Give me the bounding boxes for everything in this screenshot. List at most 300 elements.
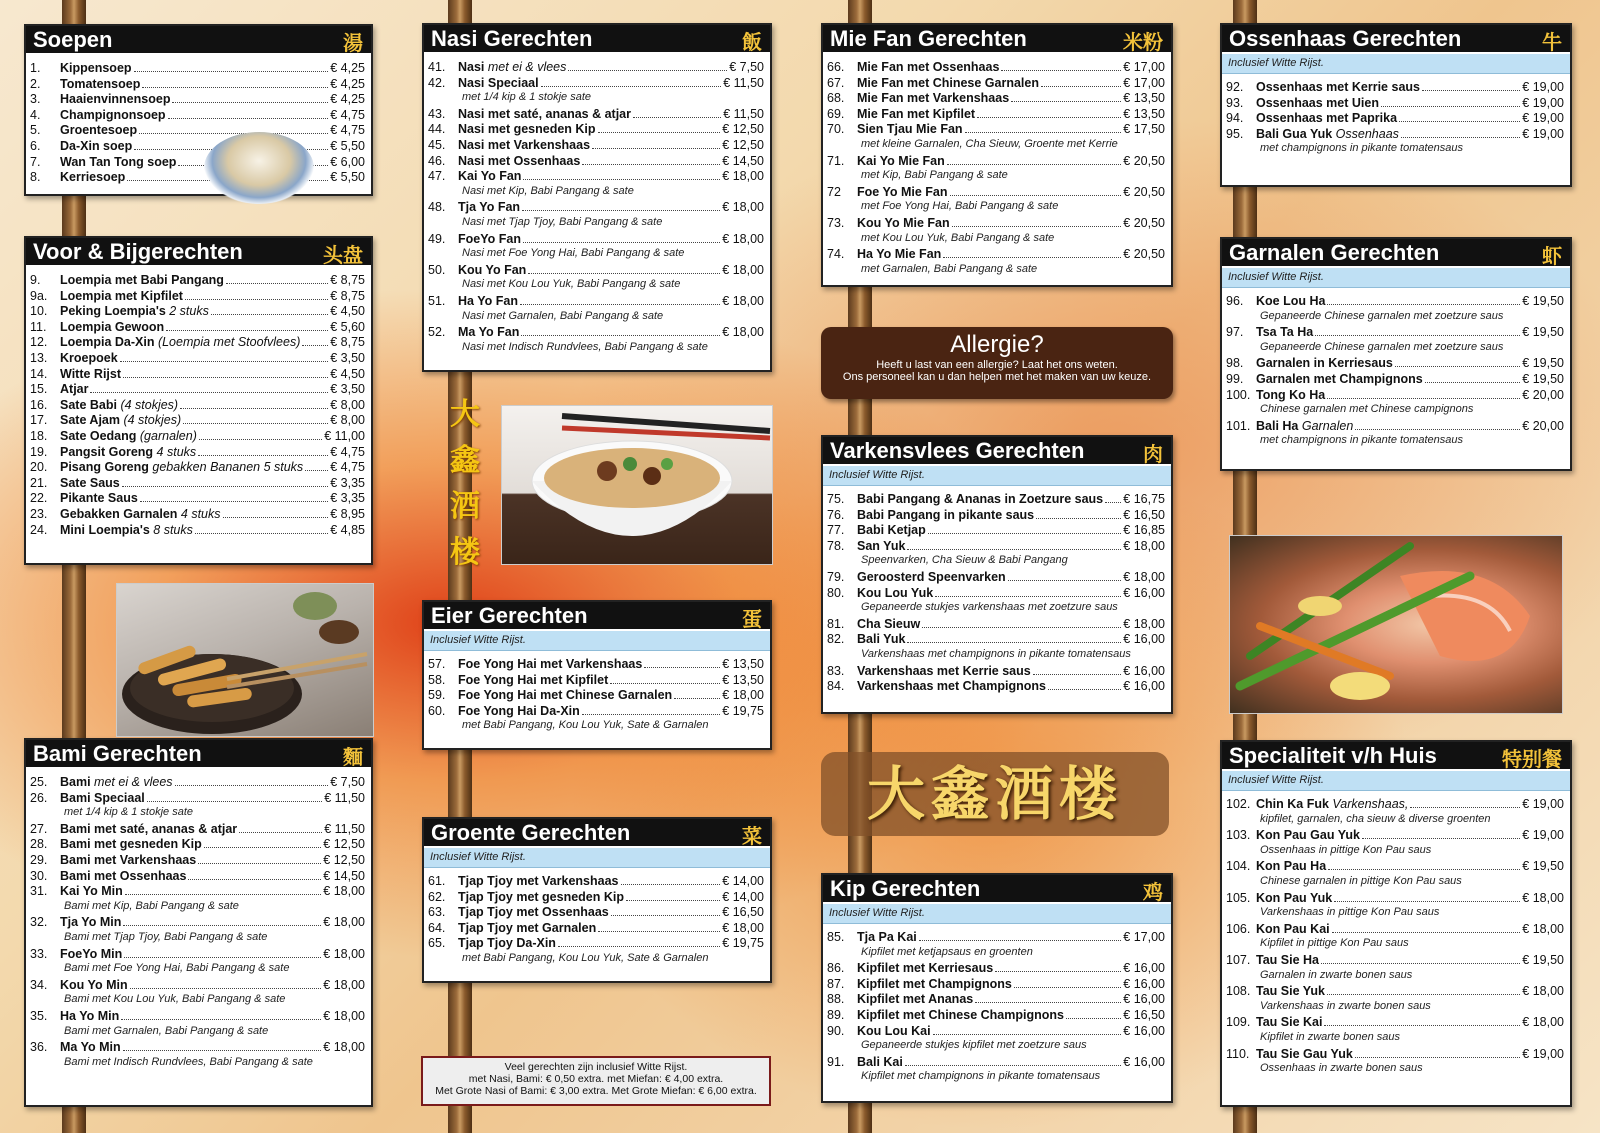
- item-description: Ossenhaas in zwarte bonen saus: [1260, 1062, 1423, 1075]
- item-name: Witte Rijst: [60, 366, 121, 381]
- item-number: 34.: [30, 977, 48, 992]
- item-price: € 4,25: [330, 92, 365, 107]
- item-price: € 13,50: [722, 657, 764, 671]
- menu-item: [428, 263, 764, 279]
- item-price: € 18,00: [1123, 538, 1165, 553]
- item-name: FoeYo Min: [60, 946, 123, 961]
- dot-leader: [123, 377, 328, 378]
- item-name: Bami met saté, ananas & atjar: [60, 821, 238, 836]
- item-name: FoeYo Fan: [458, 231, 521, 246]
- item-name-wrap: [60, 869, 186, 883]
- item-number: 22.: [30, 491, 48, 506]
- item-name: Bali Gua Yuk: [1256, 126, 1333, 141]
- item-number: 52.: [428, 325, 446, 340]
- item-name: Foe Yong Hai met Varkenshaas: [458, 657, 643, 671]
- menu-item: [428, 936, 764, 952]
- menu-item: [428, 294, 764, 310]
- item-number: 87.: [827, 976, 845, 991]
- item-price: € 19,75: [722, 703, 764, 718]
- item-name: Kai Yo Min: [60, 884, 123, 899]
- item-price: € 16,00: [1123, 992, 1165, 1007]
- section-header: [424, 819, 770, 848]
- item-number: 59.: [428, 688, 446, 703]
- menu-item: [428, 657, 764, 673]
- item-name-wrap: [857, 107, 975, 121]
- dot-leader: [123, 1050, 322, 1051]
- menu-item: [827, 930, 1165, 946]
- item-name-wrap: [60, 837, 202, 851]
- item-price: € 18,00: [722, 200, 764, 215]
- item-name: Kai Yo Mie Fan: [857, 153, 945, 168]
- item-price: € 16,50: [722, 905, 764, 920]
- menu-item: [428, 905, 764, 921]
- dot-leader: [123, 925, 321, 926]
- menu-item: [1226, 325, 1564, 341]
- item-price: € 19,50: [1522, 952, 1564, 967]
- dot-leader: [142, 87, 328, 88]
- item-number: 82.: [827, 632, 845, 647]
- menu-item: [827, 185, 1165, 201]
- item-price: € 18,00: [323, 884, 365, 899]
- soup-bowl-photo: [204, 132, 314, 204]
- item-number: 102.: [1226, 797, 1251, 811]
- item-price: € 19,00: [1522, 126, 1564, 141]
- item-price: € 7,50: [330, 775, 365, 789]
- item-price: € 12,50: [323, 852, 365, 867]
- menu-item: [30, 367, 365, 383]
- item-extra: (4 stokjes): [119, 413, 182, 428]
- menu-item: [30, 869, 365, 885]
- dot-leader: [1401, 137, 1520, 138]
- item-name-wrap: [60, 429, 197, 443]
- item-name-wrap: [60, 978, 128, 992]
- item-number: 29.: [30, 852, 48, 867]
- menu-item: [1226, 828, 1564, 844]
- item-name-wrap: [458, 673, 608, 687]
- section-eier: [422, 600, 772, 750]
- item-price: € 18,00: [722, 293, 764, 308]
- menu-item: [1226, 388, 1564, 404]
- item-name-wrap: [60, 853, 196, 867]
- item-number: 14.: [30, 366, 48, 381]
- item-name-wrap: [60, 476, 120, 490]
- dot-leader: [952, 226, 1122, 227]
- item-number: 27.: [30, 821, 48, 836]
- item-number: 9a.: [30, 288, 48, 303]
- item-name-wrap: [60, 822, 237, 836]
- dot-leader: [523, 242, 720, 243]
- item-number: 80.: [827, 585, 845, 600]
- item-price: € 20,50: [1123, 184, 1165, 199]
- item-price: € 8,00: [330, 413, 365, 428]
- item-name: Ossenhaas met Kerrie saus: [1256, 80, 1420, 94]
- menu-item: [30, 413, 365, 429]
- item-price: € 19,50: [1522, 356, 1564, 371]
- item-name-wrap: [857, 1024, 931, 1038]
- item-number: 67.: [827, 75, 845, 90]
- menu-item: [1226, 80, 1564, 96]
- dot-leader: [1008, 580, 1122, 581]
- section-title: Kip Gerechten: [830, 876, 981, 901]
- item-name-wrap: [60, 289, 183, 303]
- menu-items: [424, 651, 770, 739]
- item-price: € 12,50: [722, 122, 764, 137]
- item-number: 33.: [30, 946, 48, 961]
- item-name-wrap: [857, 961, 993, 975]
- item-name: Pangsit Goreng: [60, 444, 154, 459]
- item-number: 73.: [827, 215, 845, 230]
- menu-item: [1226, 356, 1564, 372]
- item-number: 85.: [827, 930, 845, 944]
- item-price: € 11,50: [723, 106, 764, 121]
- item-name: Bami: [60, 775, 91, 789]
- item-name-wrap: [1256, 96, 1379, 110]
- section-header: [424, 25, 770, 54]
- item-description: met champignons in pikante tomatensaus: [1260, 142, 1464, 155]
- dot-leader: [621, 884, 721, 885]
- included-rice-bar: Inclusief Witte Rijst.: [424, 631, 770, 651]
- item-name-wrap: [458, 936, 556, 950]
- section-header: [823, 437, 1171, 466]
- item-name: Nasi met gesneden Kip: [458, 122, 596, 137]
- item-name-wrap: [857, 492, 1103, 506]
- menu-items: [26, 267, 371, 542]
- section-title: Voor & Bijgerechten: [33, 239, 243, 264]
- dot-leader: [1410, 807, 1520, 808]
- menu-items: [26, 769, 371, 1075]
- item-name: Bali Ha: [1256, 418, 1299, 433]
- item-extra: 4 stuks: [177, 506, 221, 521]
- item-name: Geroosterd Speenvarken: [857, 569, 1006, 584]
- item-extra: 8 stuks: [149, 522, 193, 537]
- dot-leader: [1036, 518, 1121, 519]
- item-name-wrap: [60, 775, 173, 789]
- menu-item: [428, 890, 764, 906]
- item-name-wrap: [60, 61, 132, 75]
- item-name: Tomatensoep: [60, 76, 141, 91]
- item-name-wrap: [857, 930, 917, 944]
- item-name-wrap: [1256, 984, 1325, 998]
- item-name: Ossenhaas met Paprika: [1256, 111, 1398, 126]
- item-price: € 19,00: [1522, 95, 1564, 110]
- item-price: € 14,50: [722, 153, 764, 168]
- section-chinese-title: 飯: [742, 30, 762, 54]
- item-name-wrap: [60, 92, 170, 106]
- item-number: 91.: [827, 1054, 845, 1069]
- dot-leader: [168, 118, 329, 119]
- fried-rice-photo: [501, 405, 773, 565]
- dot-leader: [1041, 86, 1121, 87]
- dot-leader: [90, 392, 328, 393]
- item-name-wrap: [458, 325, 519, 339]
- item-name: Garnalen met Champignons: [1256, 371, 1423, 386]
- shrimp-vegetables-photo: [1229, 535, 1563, 714]
- item-price: € 11,00: [324, 428, 365, 443]
- dot-leader: [180, 408, 328, 409]
- menu-item: [827, 216, 1165, 232]
- item-name-wrap: [60, 123, 137, 137]
- item-description: Nasi met Foe Yong Hai, Babi Pangang & sate: [462, 247, 685, 260]
- dot-leader: [933, 1034, 1122, 1035]
- item-name: Bali Yuk: [857, 632, 906, 647]
- item-name-wrap: [857, 508, 1034, 522]
- item-price: € 16,00: [1123, 961, 1165, 976]
- item-number: 103.: [1226, 828, 1251, 843]
- item-name-wrap: [1256, 797, 1408, 811]
- item-name-wrap: [60, 170, 125, 184]
- item-name-wrap: [857, 1055, 903, 1069]
- menu-item: [428, 200, 764, 216]
- item-name: Kipfilet met Chinese Champignons: [857, 1007, 1064, 1022]
- item-description: Kipfilet met ketjapsaus en groenten: [861, 945, 1033, 958]
- menu-item: [30, 92, 365, 108]
- item-price: € 18,00: [1522, 921, 1564, 936]
- menu-item: [428, 138, 764, 154]
- item-number: 32.: [30, 915, 48, 930]
- item-name-wrap: [857, 679, 1046, 693]
- item-number: 101.: [1226, 418, 1251, 433]
- item-price: € 19,00: [1522, 797, 1564, 811]
- dot-leader: [185, 299, 328, 300]
- item-name: Foe Yong Hai met Chinese Garnalen: [458, 688, 673, 703]
- menu-item: [827, 247, 1165, 263]
- item-name: Sate Babi: [60, 397, 117, 412]
- item-name: Kon Pau Kai: [1256, 921, 1330, 936]
- item-name: Nasi Speciaal: [458, 75, 539, 90]
- item-number: 18.: [30, 428, 48, 443]
- item-extra: (garnalen): [136, 428, 197, 443]
- item-number: 25.: [30, 775, 48, 789]
- item-name: Kipfilet met Ananas: [857, 992, 974, 1007]
- menu-item: [30, 351, 365, 367]
- item-price: € 16,00: [1123, 679, 1165, 694]
- dot-leader: [1033, 674, 1122, 675]
- item-price: € 16,00: [1123, 1054, 1165, 1069]
- item-number: 84.: [827, 679, 845, 694]
- item-description: Bami met Indisch Rundvlees, Babi Pangang & sate: [64, 1055, 313, 1068]
- menu-item: [827, 1024, 1165, 1040]
- dot-leader: [175, 785, 329, 786]
- section-chinese-title: 蛋: [742, 607, 762, 631]
- item-description: Bami met Foe Yong Hai, Babi Pangang & sate: [64, 962, 290, 975]
- item-number: 93.: [1226, 95, 1244, 110]
- item-number: 99.: [1226, 371, 1244, 386]
- menu-item: [30, 139, 365, 155]
- item-name-wrap: [857, 632, 905, 646]
- dot-leader: [674, 698, 720, 699]
- item-extra: 2 stuks: [165, 304, 209, 319]
- item-price: € 20,00: [1522, 418, 1564, 433]
- item-number: 104.: [1226, 859, 1251, 874]
- menu-items: [823, 924, 1171, 1090]
- item-name: Gebakken Garnalen: [60, 506, 178, 521]
- dot-leader: [995, 971, 1121, 972]
- item-extra: (Loempia met Stoofvlees): [154, 335, 301, 350]
- item-name: Bali Kai: [857, 1054, 903, 1069]
- dot-leader: [919, 940, 1122, 941]
- item-price: € 14,00: [722, 889, 764, 904]
- item-name: Mie Fan met Varkenshaas: [857, 91, 1010, 106]
- section-title: Groente Gerechten: [431, 820, 631, 845]
- item-price: € 19,75: [722, 936, 764, 951]
- item-name-wrap: [1256, 325, 1313, 339]
- menu-items: [424, 868, 770, 972]
- menu-item: [30, 791, 365, 807]
- item-number: 30.: [30, 868, 48, 883]
- item-name: Tjap Tjoy met Ossenhaas: [458, 905, 609, 920]
- item-price: € 18,00: [722, 262, 764, 277]
- section-chinese-title: 麵: [343, 745, 363, 769]
- item-name: Pikante Saus: [60, 491, 138, 506]
- item-price: € 19,00: [1522, 1046, 1564, 1061]
- menu-item: [30, 460, 365, 476]
- item-price: € 11,50: [324, 790, 365, 805]
- item-description: met 1/4 kip & 1 stokje sate: [64, 806, 194, 819]
- item-description: kipfilet, garnalen, cha sieuw & diverse groenten: [1260, 812, 1491, 825]
- allergy-notice: [821, 327, 1173, 399]
- item-name-wrap: [60, 77, 140, 91]
- menu-item: [428, 232, 764, 248]
- menu-item: [30, 1040, 365, 1056]
- menu-item: [1226, 372, 1564, 388]
- item-name: Chin Ka Fuk: [1256, 797, 1329, 811]
- item-price: € 8,95: [330, 506, 365, 521]
- item-price: € 16,00: [1123, 976, 1165, 991]
- menu-item: [428, 122, 764, 138]
- item-name-wrap: [60, 382, 88, 396]
- item-name-wrap: [857, 91, 1009, 105]
- dot-leader: [592, 148, 720, 149]
- item-number: 61.: [428, 874, 446, 888]
- menu-item: [1226, 953, 1564, 969]
- item-name-wrap: [458, 688, 672, 702]
- item-description: met Garnalen, Babi Pangang & sate: [861, 262, 1038, 275]
- item-name: Ma Yo Fan: [458, 325, 520, 340]
- item-name-wrap: [458, 154, 580, 168]
- item-name-wrap: [857, 617, 920, 631]
- item-name: Kon Pau Ha: [1256, 859, 1327, 874]
- menu-item: [30, 775, 365, 791]
- dot-leader: [1422, 90, 1520, 91]
- item-price: € 18,00: [1522, 890, 1564, 905]
- dot-leader: [1105, 502, 1121, 503]
- item-number: 21.: [30, 475, 48, 490]
- item-name-wrap: [60, 460, 303, 474]
- item-price: € 19,50: [1522, 859, 1564, 874]
- menu-item: [827, 492, 1165, 508]
- menu-item: [30, 822, 365, 838]
- item-name: Loempia met Kipfilet: [60, 288, 183, 303]
- dot-leader: [520, 304, 720, 305]
- dot-leader: [211, 314, 328, 315]
- item-description: Nasi met Tjap Tjoy, Babi Pangang & sate: [462, 215, 663, 228]
- item-number: 78.: [827, 538, 845, 553]
- item-name-wrap: [458, 169, 521, 183]
- dot-leader: [195, 533, 328, 534]
- menu-item: [827, 961, 1165, 977]
- item-name: Foe Yong Hai met Kipfilet: [458, 672, 609, 687]
- restaurant-name-char: 酒: [450, 489, 480, 524]
- item-price: € 18,00: [323, 1040, 365, 1055]
- item-number: 75.: [827, 492, 845, 506]
- section-chinese-title: 菜: [742, 824, 762, 848]
- item-name-wrap: [1256, 953, 1319, 967]
- item-price: € 4,75: [330, 123, 365, 138]
- item-name-wrap: [458, 921, 596, 935]
- item-name-wrap: [60, 351, 118, 365]
- dot-leader: [907, 642, 1121, 643]
- item-number: 35.: [30, 1008, 48, 1023]
- item-number: 57.: [428, 657, 446, 671]
- item-name: Mini Loempia's: [60, 522, 150, 537]
- dot-leader: [125, 894, 322, 895]
- section-chinese-title: 牛: [1542, 30, 1562, 54]
- section-kip: [821, 873, 1173, 1103]
- menu-item: [827, 632, 1165, 648]
- item-extra: met ei & vlees: [484, 60, 567, 74]
- section-title: Bami Gerechten: [33, 741, 202, 766]
- dot-leader: [528, 273, 720, 274]
- item-price: € 17,00: [1123, 60, 1165, 74]
- dot-leader: [610, 683, 720, 684]
- item-price: € 4,75: [330, 107, 365, 122]
- item-name: Foe Yong Hai Da-Xin: [458, 703, 580, 718]
- item-number: 15.: [30, 382, 48, 397]
- menu-item: [827, 1008, 1165, 1024]
- section-header: [26, 740, 371, 769]
- item-name: Tja Yo Fan: [458, 200, 521, 215]
- item-number: 105.: [1226, 890, 1251, 905]
- item-description: met Foe Yong Hai, Babi Pangang & sate: [861, 200, 1059, 213]
- item-number: 45.: [428, 137, 446, 152]
- dot-leader: [950, 195, 1122, 196]
- item-number: 77.: [827, 523, 845, 538]
- section-chinese-title: 米粉: [1123, 30, 1163, 54]
- dot-leader: [1001, 70, 1121, 71]
- shrimp-illustration: [1230, 536, 1562, 713]
- section-varkensvlees: [821, 435, 1173, 714]
- item-name: Nasi met Ossenhaas: [458, 153, 581, 168]
- item-price: € 17,00: [1123, 75, 1165, 90]
- item-price: € 13,50: [1123, 106, 1165, 121]
- item-name-wrap: [458, 232, 521, 246]
- item-name-wrap: [60, 1009, 119, 1023]
- item-price: € 17,50: [1123, 122, 1165, 137]
- item-name: Kipfilet met Kerriesaus: [857, 961, 994, 976]
- item-price: € 12,50: [323, 837, 365, 852]
- menu-item: [30, 491, 365, 507]
- item-name: Tau Sie Ha: [1256, 952, 1319, 967]
- section-title: Varkensvlees Gerechten: [830, 438, 1085, 463]
- item-name: Koe Lou Ha: [1256, 294, 1326, 308]
- item-description: Nasi met Garnalen, Babi Pangang & sate: [462, 309, 664, 322]
- item-name-wrap: [60, 884, 123, 898]
- item-name: Kou Yo Mie Fan: [857, 215, 950, 230]
- menu-item: [827, 664, 1165, 680]
- item-number: 50.: [428, 262, 446, 277]
- item-price: € 19,00: [1522, 80, 1564, 94]
- item-name: Atjar: [60, 382, 89, 397]
- item-name-wrap: [857, 586, 933, 600]
- item-name: Tau Sie Kai: [1256, 1015, 1323, 1030]
- item-description: Varkenshaas met champignons in pikante tomatensaus: [861, 647, 1131, 660]
- dot-leader: [523, 179, 720, 180]
- item-number: 26.: [30, 790, 48, 805]
- item-name-wrap: [60, 1040, 121, 1054]
- dot-leader: [1399, 121, 1520, 122]
- menu-item: [827, 679, 1165, 695]
- item-name-wrap: [458, 874, 619, 888]
